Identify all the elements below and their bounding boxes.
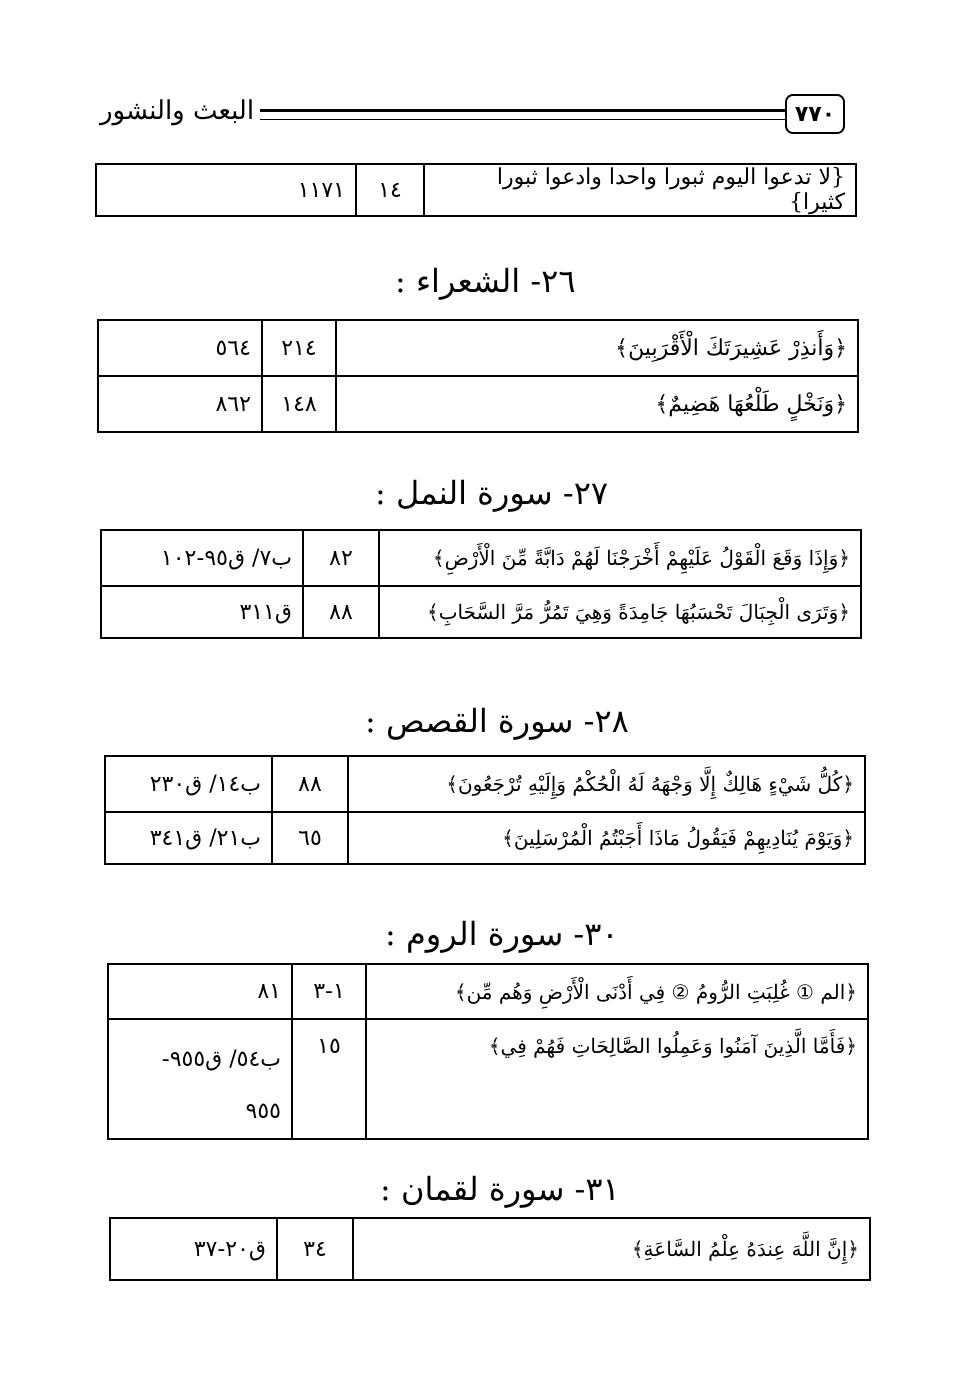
verse-text: {لا تدعوا اليوم ثبورا واحدا وادعوا ثبورا كثيرا} — [424, 164, 856, 216]
ayah-number: ٣٤ — [277, 1218, 353, 1280]
reference: ب٧/ ق٩٥-١٠٢ — [101, 530, 303, 586]
ayah-number: ٨٢ — [303, 530, 379, 586]
verse-text: ﴿إِنَّ اللَّهَ عِندَهُ عِلْمُ السَّاعَةِ﴾ — [353, 1218, 870, 1280]
reference: ٨٦٢ — [98, 376, 262, 432]
ayah-number: ٦٥ — [272, 812, 348, 864]
reference: ب٢١/ ق٣٤١ — [105, 812, 272, 864]
ayah-number: ٢١٤ — [262, 320, 336, 376]
table-row — [105, 812, 865, 864]
page-header — [100, 88, 845, 138]
table-row — [108, 1019, 868, 1139]
verse-table-rum — [107, 963, 869, 1140]
verse-text: ﴿فَأَمَّا الَّذِينَ آمَنُوا وَعَمِلُوا الصَّالِحَاتِ فَهُمْ فِي﴾ — [366, 1019, 868, 1139]
ayah-number: ١٤٨ — [262, 376, 336, 432]
table-row — [101, 530, 861, 586]
verse-text: ﴿وَيَوْمَ يُنَادِيهِمْ فَيَقُولُ مَاذَا أَجَبْتُمُ الْمُرْسَلِينَ﴾ — [348, 812, 865, 864]
verse-table-shuara — [97, 319, 859, 433]
ayah-number: ١-٣ — [292, 964, 366, 1019]
reference: ق٢٠-٣٧ — [110, 1218, 277, 1280]
ayah-number: ٨٨ — [272, 756, 348, 812]
section-title-naml: ٢٧- سورة النمل : — [375, 474, 609, 512]
ayah-number: ٨٨ — [303, 586, 379, 638]
table-row — [98, 320, 858, 376]
reference: ١١٧١ — [96, 164, 356, 216]
table-row — [105, 756, 865, 812]
ayah-number: ١٥ — [292, 1019, 366, 1139]
header-rule — [260, 109, 787, 120]
table-row — [98, 376, 858, 432]
reference — [108, 1019, 292, 1139]
verse-text: ﴿وَأَنذِرْ عَشِيرَتَكَ الْأَقْرَبِينَ﴾ — [336, 320, 858, 376]
verse-text: ﴿وَإِذَا وَقَعَ الْقَوْلُ عَلَيْهِمْ أَخْرَجْنَا لَهُمْ دَابَّةً مِّنَ الْأَرْضِ﴾ — [379, 530, 861, 586]
reference: ق٣١١ — [101, 586, 303, 638]
verse-table-qasas — [104, 755, 866, 865]
table-row — [108, 964, 868, 1019]
section-title-luqman: ٣١- سورة لقمان : — [380, 1170, 620, 1208]
verse-table-naml — [100, 529, 862, 639]
page-number: ٧٧٠ — [785, 94, 845, 134]
book-title: البعث والنشور — [100, 96, 255, 126]
verse-text: ﴿الم ① غُلِبَتِ الرُّومُ ② فِي أَدْنَى الْأَرْضِ وَهُم مِّن﴾ — [366, 964, 868, 1019]
table-row — [96, 164, 856, 216]
section-title-shuara: ٢٦- الشعراء : — [395, 262, 576, 300]
section-title-qasas: ٢٨- سورة القصص : — [365, 702, 629, 740]
verse-table-luqman — [109, 1217, 871, 1281]
ayah-number: ١٤ — [356, 164, 424, 216]
reference: ٨١ — [108, 964, 292, 1019]
reference-line-1: ب٥٤/ ق٩٥٥- — [161, 1047, 281, 1072]
section-title-rum: ٣٠- سورة الروم : — [385, 915, 619, 953]
reference-line-2: ٩٥٥ — [245, 1099, 281, 1124]
reference: ب١٤/ ق٢٣٠ — [105, 756, 272, 812]
table-row — [101, 586, 861, 638]
verse-table-top — [95, 163, 857, 217]
verse-text: ﴿وَتَرَى الْجِبَالَ تَحْسَبُهَا جَامِدَةً وَهِيَ تَمُرُّ مَرَّ السَّحَابِ﴾ — [379, 586, 861, 638]
verse-text: ﴿كُلُّ شَيْءٍ هَالِكٌ إِلَّا وَجْهَهُ لَهُ الْحُكْمُ وَإِلَيْهِ تُرْجَعُونَ﴾ — [348, 756, 865, 812]
reference: ٥٦٤ — [98, 320, 262, 376]
table-row — [110, 1218, 870, 1280]
verse-text: ﴿وَنَخْلٍ طَلْعُهَا هَضِيمٌ﴾ — [336, 376, 858, 432]
